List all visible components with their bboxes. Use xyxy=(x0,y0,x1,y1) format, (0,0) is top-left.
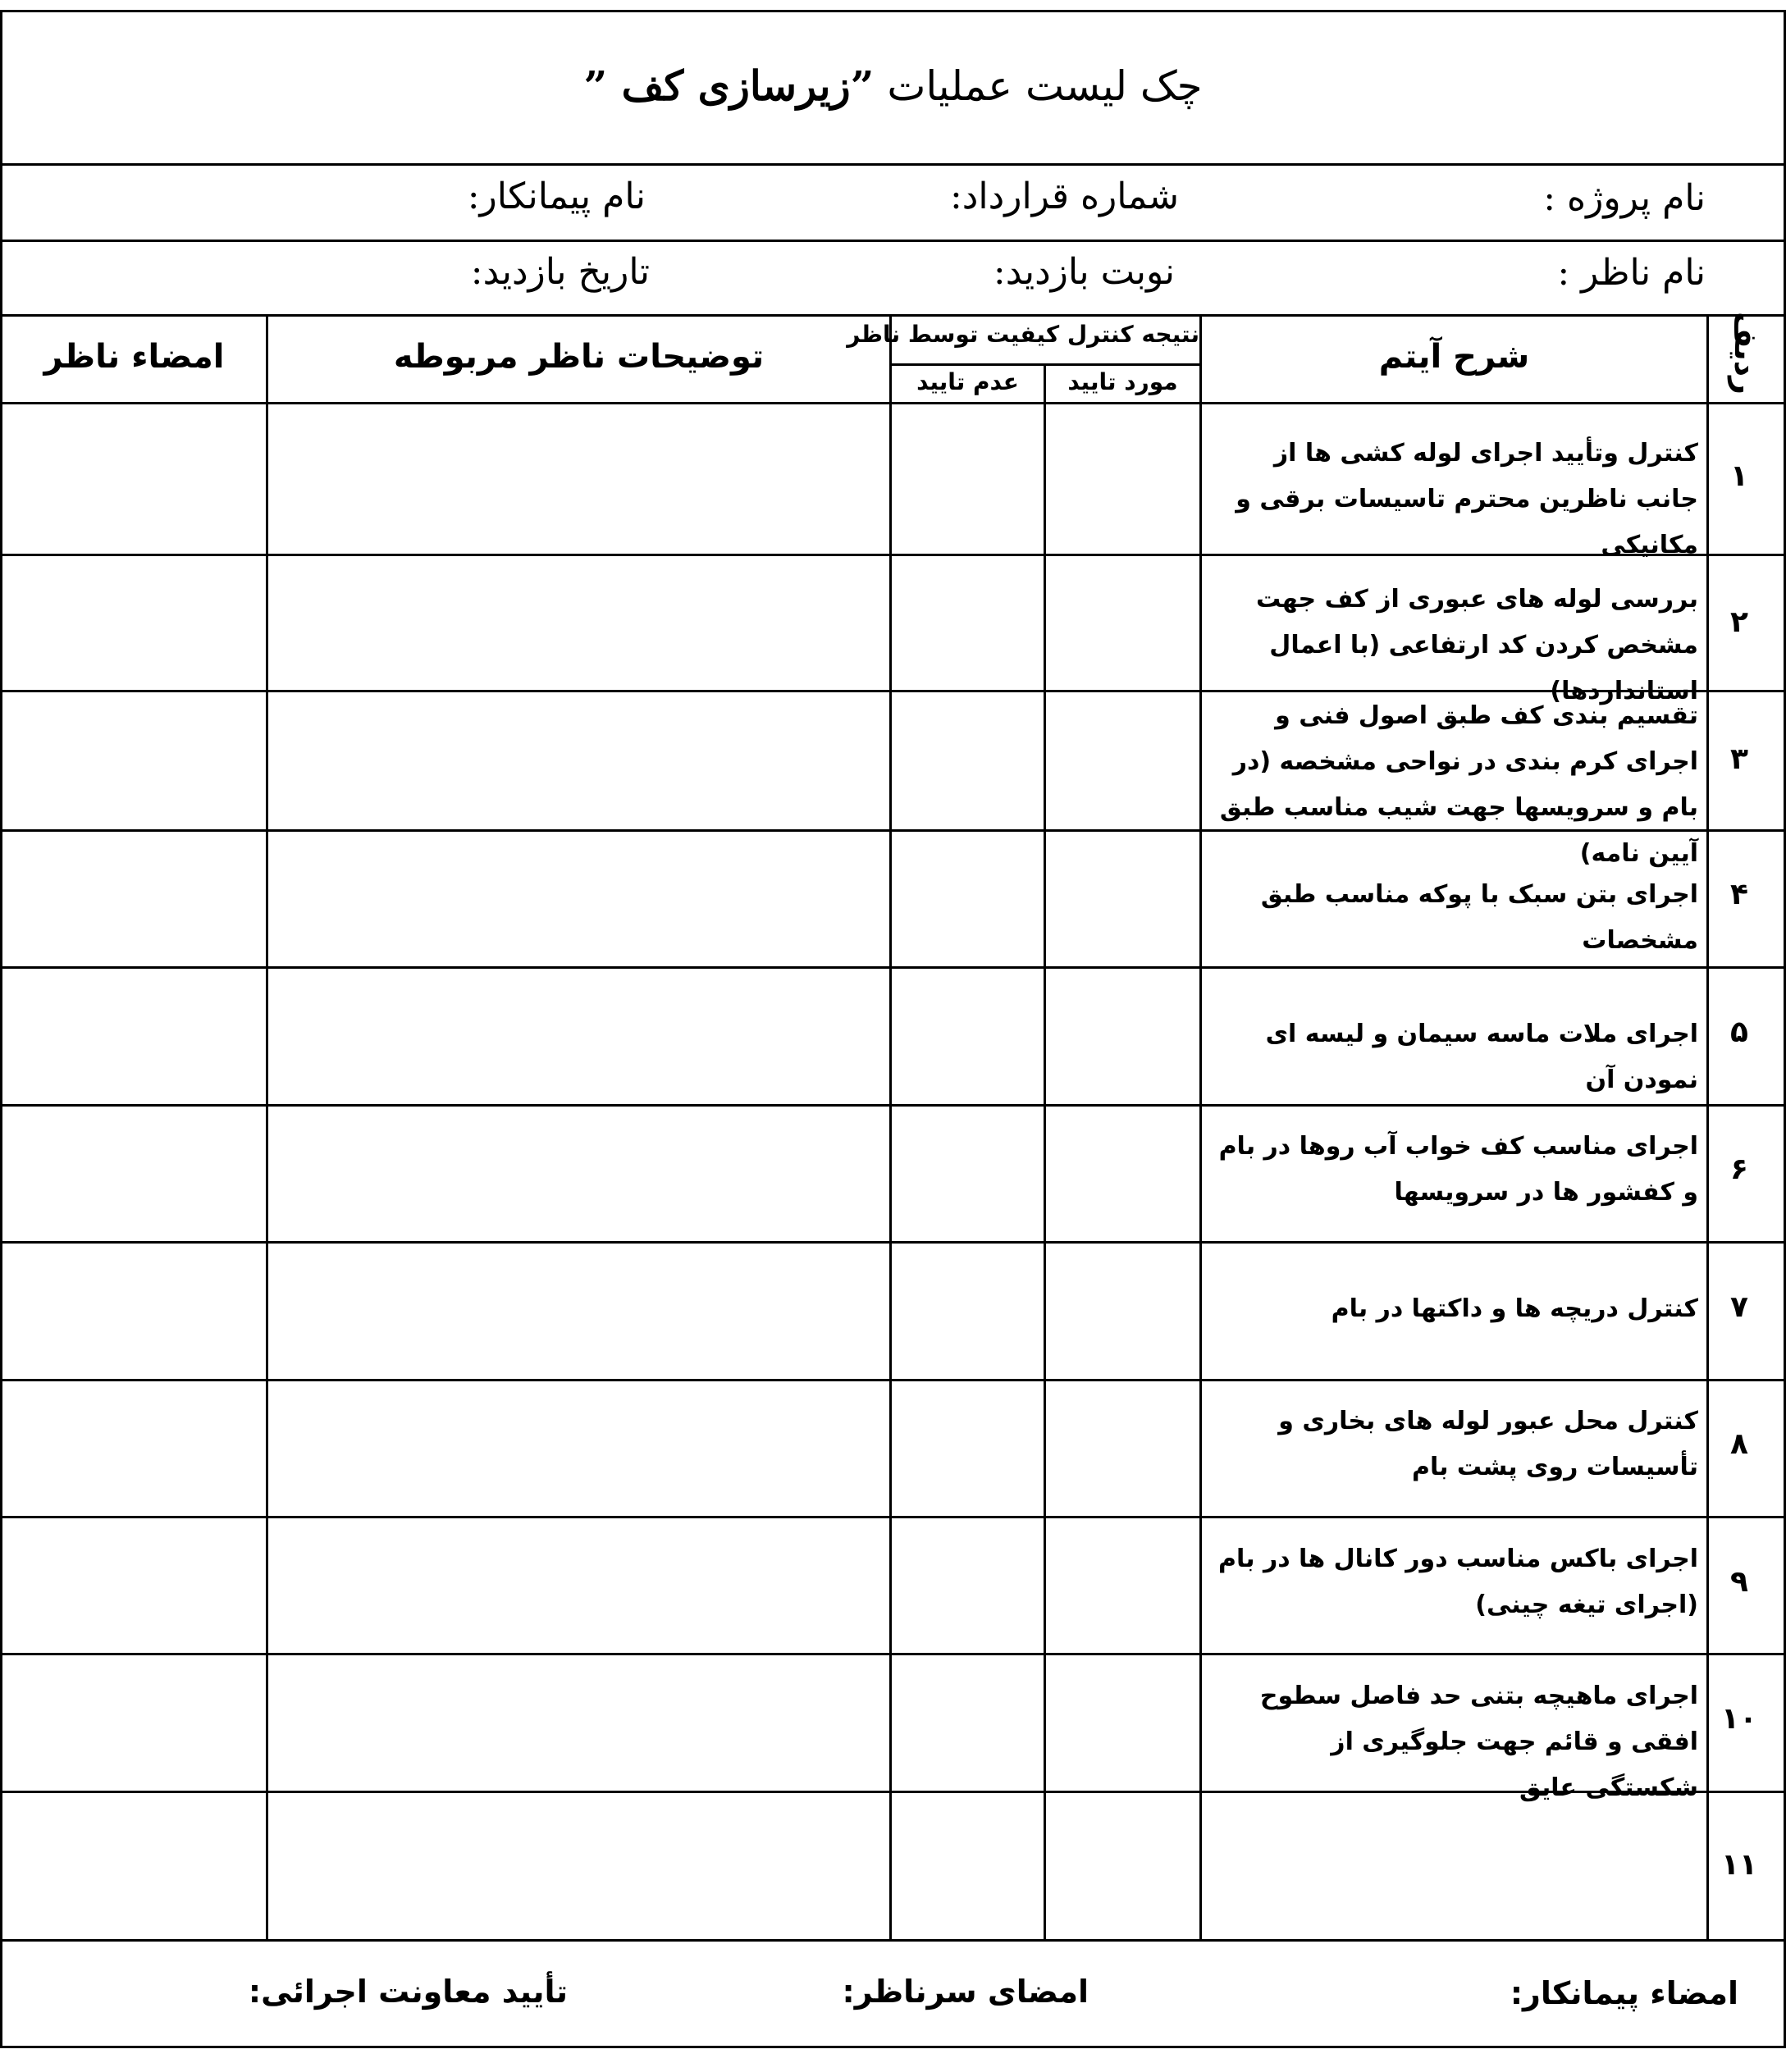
row-number: ۳ xyxy=(1730,742,1748,776)
title-divider xyxy=(0,163,1786,166)
row-divider xyxy=(0,1516,1786,1518)
contract-number-label: شماره قرارداد: xyxy=(949,176,1179,217)
supervisor-name-label: نام ناظر : xyxy=(1557,252,1706,294)
col-line-row-num xyxy=(1706,314,1709,1942)
row-description: اجرای باکس مناسب دور کانال ها در بام (اجرای تیغه چینی) xyxy=(1217,1545,1698,1619)
row-description: اجرای بتن سبک با پوکه مناسب طبق مشخصات xyxy=(1260,880,1698,955)
row-number: ۷ xyxy=(1730,1290,1748,1324)
fields-divider xyxy=(0,240,1786,242)
row-number: ۵ xyxy=(1730,1015,1748,1049)
row-description: تقسیم بندی کف طبق اصول فنی و اجرای کرم بندی در نواحی مشخصه (در بام و سرویسها جهت شیب مناسب طبق آیین نامه) xyxy=(1219,701,1698,868)
row-description: اجرای مناسب کف خواب آب روها در بام و کفشور ها در سرویسها xyxy=(1218,1132,1698,1207)
header-supervisor-signature: امضاء ناظر xyxy=(43,338,225,376)
row-divider xyxy=(0,1104,1786,1107)
row-number: ۱۱ xyxy=(1721,1848,1757,1882)
frame-bottom-line xyxy=(0,2046,1786,2048)
title-prefix: چک لیست عملیات xyxy=(887,62,1203,110)
row-number: ۶ xyxy=(1730,1152,1748,1186)
row-description: اجرای ماهیچه بتنی حد فاصل سطوح افقی و قائم جهت جلوگیری از شکستگی عایق xyxy=(1259,1682,1698,1802)
row-number: ۲ xyxy=(1730,605,1748,639)
header-not-approved: عدم تایید xyxy=(916,368,1019,395)
row-number: ۴ xyxy=(1730,878,1748,911)
contractor-name-label: نام پیمانکار: xyxy=(467,176,646,217)
row-divider xyxy=(0,966,1786,969)
table-bottom-line xyxy=(0,1939,1786,1942)
deputy-approval-label: تأیید معاونت اجرائی: xyxy=(248,1974,568,2010)
form-title xyxy=(0,57,1786,115)
col-line-notes xyxy=(266,314,268,1942)
header-bottom-line xyxy=(0,402,1786,404)
row-number: ۱۰ xyxy=(1721,1702,1757,1736)
header-approved: مورد تایید xyxy=(1067,368,1178,395)
row-number: ۸ xyxy=(1730,1427,1748,1461)
header-row-number: ردیف xyxy=(1728,312,1764,395)
row-number: ۱ xyxy=(1730,459,1748,493)
col-line-item xyxy=(1199,314,1202,1942)
frame-top-line xyxy=(0,10,1786,12)
row-description: اجرای ملات ماسه سیمان و لیسه ای نمودن آن xyxy=(1265,1020,1698,1094)
row-divider xyxy=(0,1241,1786,1244)
chief-supervisor-signature-label: امضای سرناظر: xyxy=(842,1974,1089,2010)
header-result-group: نتیجه کنترل کیفیت توسط ناظر xyxy=(847,321,1199,348)
row-description: بررسی لوله های عبوری از کف جهت مشخص کردن کد ارتفاعی (با اعمال استانداردها) xyxy=(1255,585,1698,705)
contractor-signature-label: امضاء پیمانکار: xyxy=(1510,1975,1738,2011)
row-description: کنترل محل عبور لوله های بخاری و تأسیسات روی پشت بام xyxy=(1278,1407,1698,1481)
row-number: ۹ xyxy=(1730,1565,1748,1599)
col-line-approved xyxy=(1044,363,1046,1942)
row-description: کنترل دریچه ها و داکتها در بام xyxy=(1331,1294,1698,1323)
project-name-label: نام پروژه : xyxy=(1543,177,1706,219)
row-description: کنترل وتأیید اجرای لوله کشی ها از جانب ناظرین محترم تاسیسات برقی و مکانیکی xyxy=(1236,439,1698,559)
header-supervisor-notes: توضیحات ناظر مربوطه xyxy=(393,338,765,376)
header-item-description: شرح آیتم xyxy=(1378,338,1530,376)
row-divider xyxy=(0,1653,1786,1655)
col-line-result xyxy=(889,314,892,1942)
visit-date-label: تاریخ بازدید: xyxy=(470,251,650,293)
title-subject: ”زیرسازی کف ” xyxy=(583,62,875,110)
visit-turn-label: نوبت بازدید: xyxy=(993,251,1175,293)
row-divider xyxy=(0,1379,1786,1381)
